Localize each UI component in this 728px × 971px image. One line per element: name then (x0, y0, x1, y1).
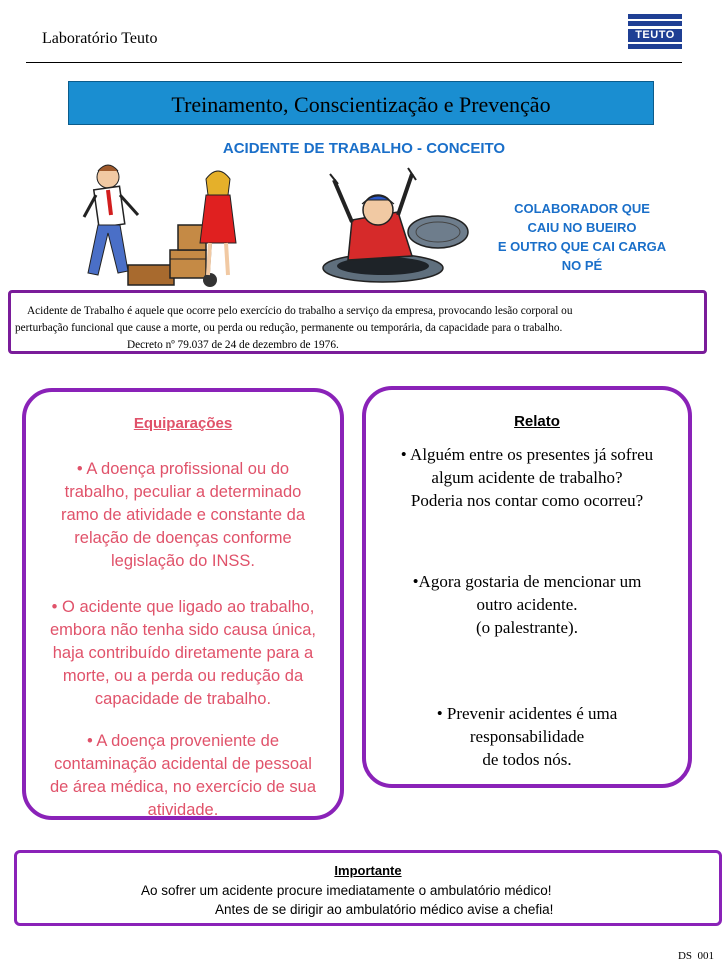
important-line: Ao sofrer um acidente procure imediatamente o ambulatório médico! (141, 883, 552, 898)
illustration-caption (474, 199, 690, 275)
header-divider (26, 62, 682, 63)
title-banner (68, 81, 654, 125)
definition-line: Acidente de Trabalho é aquele que ocorre pelo exercício do trabalho a serviço da empresa, provocando lesão corporal ou (27, 305, 573, 317)
equiparacoes-item (26, 596, 340, 711)
text-line: legislação do INSS. (111, 552, 255, 570)
equiparacoes-card (22, 388, 344, 820)
text-line: responsabilidade (469, 727, 585, 746)
text-line: • Prevenir acidentes é uma (436, 704, 618, 723)
text-line: embora não tenha sido causa única, (49, 621, 316, 639)
logo-text: TEUTO (628, 29, 682, 42)
important-line: Antes de se dirigir ao ambulatório médico avise a chefia! (215, 902, 554, 917)
text-line: haja contribuído diretamente para a (52, 644, 314, 662)
text-line: outro acidente. (476, 595, 578, 614)
banner-title: Treinamento, Conscientização e Prevenção (171, 92, 551, 117)
important-box (14, 850, 722, 926)
text-line: •Agora gostaria de mencionar um (412, 572, 642, 591)
relato-title: Relato (514, 413, 560, 430)
text-line: atividade. (147, 801, 219, 819)
document-code: DS 001 (677, 950, 714, 962)
caption-line: E OUTRO QUE CAI CARGA (497, 239, 667, 254)
section-subtitle: ACIDENTE DE TRABALHO - CONCEITO (222, 140, 506, 157)
definition-line: perturbação funcional que cause a morte, ou perda ou redução, permanente ou temporária, da capacidade para o trabalho. (15, 322, 563, 334)
equiparacoes-title: Equiparações (133, 415, 233, 432)
text-line: contaminação acidental de pessoal (54, 755, 312, 773)
text-line: trabalho, peculiar a determinado (64, 483, 302, 501)
text-line: relação de doenças conforme (74, 529, 292, 547)
important-title: Importante (334, 863, 402, 878)
text-line: (o palestrante). (476, 618, 578, 637)
definition-decree: Decreto nº 79.037 de 24 de dezembro de 1976. (127, 339, 339, 351)
caption-line: CAIU NO BUEIRO (527, 220, 637, 235)
header-title: Laboratório Teuto (42, 30, 158, 47)
definition-box (8, 290, 707, 354)
text-line: • Alguém entre os presentes já sofreu (400, 445, 654, 464)
text-line: morte, ou a perda ou redução da (62, 667, 304, 685)
text-line: de área médica, no exercício de sua (50, 778, 316, 796)
caption-line: NO PÉ (561, 258, 603, 273)
text-line: capacidade de trabalho. (94, 690, 272, 708)
text-line: Poderia nos contar como ocorreu? (410, 491, 644, 510)
text-line: algum acidente de trabalho? (431, 468, 623, 487)
relato-item (366, 443, 688, 512)
teuto-logo (628, 14, 682, 50)
text-line: ramo de atividade e constante da (61, 506, 305, 524)
relato-item (366, 570, 688, 639)
relato-card (362, 386, 692, 788)
relato-item (366, 702, 688, 771)
text-line: de todos nós. (482, 750, 572, 769)
text-line: • A doença proveniente de (86, 732, 279, 750)
equiparacoes-item (26, 458, 340, 573)
caption-line: COLABORADOR QUE (514, 201, 650, 216)
text-line: • A doença profissional ou do (76, 460, 290, 478)
injured-worker-illustration (78, 155, 254, 290)
text-line: • O acidente que ligado ao trabalho, (51, 598, 315, 616)
equiparacoes-item (26, 730, 340, 822)
manhole-fall-illustration (308, 160, 473, 285)
